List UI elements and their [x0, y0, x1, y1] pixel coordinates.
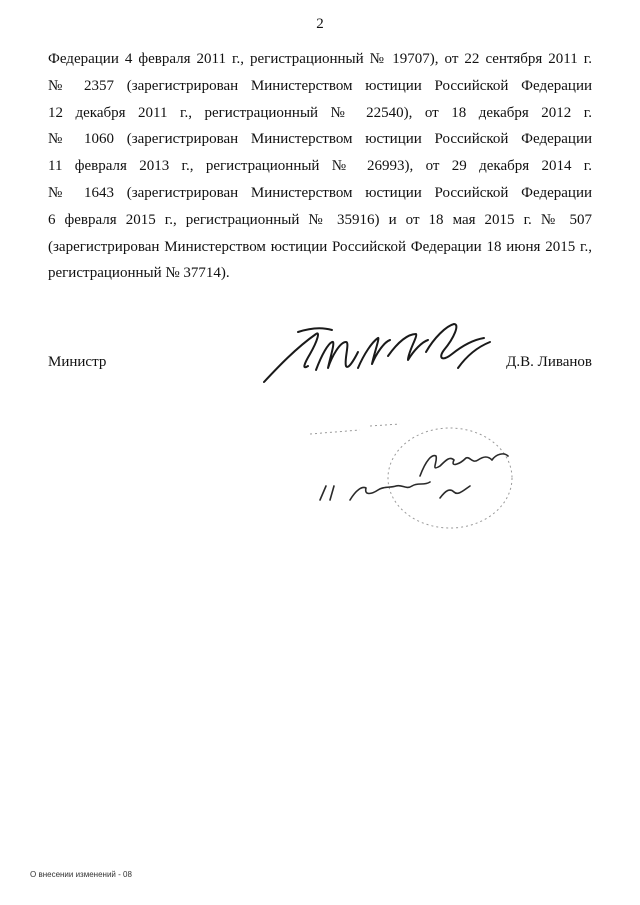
text-line: (зарегистрирован Министерством юстиции Российской Федерации 18 июня 2015 г., [48, 238, 592, 255]
text-line: 6 февраля 2015 г., регистрационный № 35916) и от 18 мая 2015 г. № 507 [48, 211, 592, 228]
text-line: 11 февраля 2013 г., регистрационный № 26993), от 29 декабря 2014 г. [48, 158, 592, 175]
text-line: регистрационный № 37714). [48, 265, 230, 282]
text-line: № 2357 (зарегистрирован Министерством юстиции Российской Федерации [48, 77, 592, 94]
signer-title: Министр [48, 354, 107, 370]
handwritten-stamp-note [300, 420, 520, 540]
text-line: № 1060 (зарегистрирован Министерством юстиции Российской Федерации [48, 131, 592, 148]
text-line: № 1643 (зарегистрирован Министерством юстиции Российской Федерации [48, 184, 592, 201]
handwritten-signature [258, 312, 500, 392]
signer-name: Д.В. Ливанов [506, 354, 592, 370]
footer-note: О внесении изменений - 08 [30, 870, 132, 879]
page-number: 2 [316, 16, 324, 32]
text-line: 12 декабря 2011 г., регистрационный № 22540), от 18 декабря 2012 г. [48, 104, 592, 121]
text-line: Федерации 4 февраля 2011 г., регистрационный № 19707), от 22 сентября 2011 г. [48, 51, 592, 67]
document-body [48, 46, 592, 287]
